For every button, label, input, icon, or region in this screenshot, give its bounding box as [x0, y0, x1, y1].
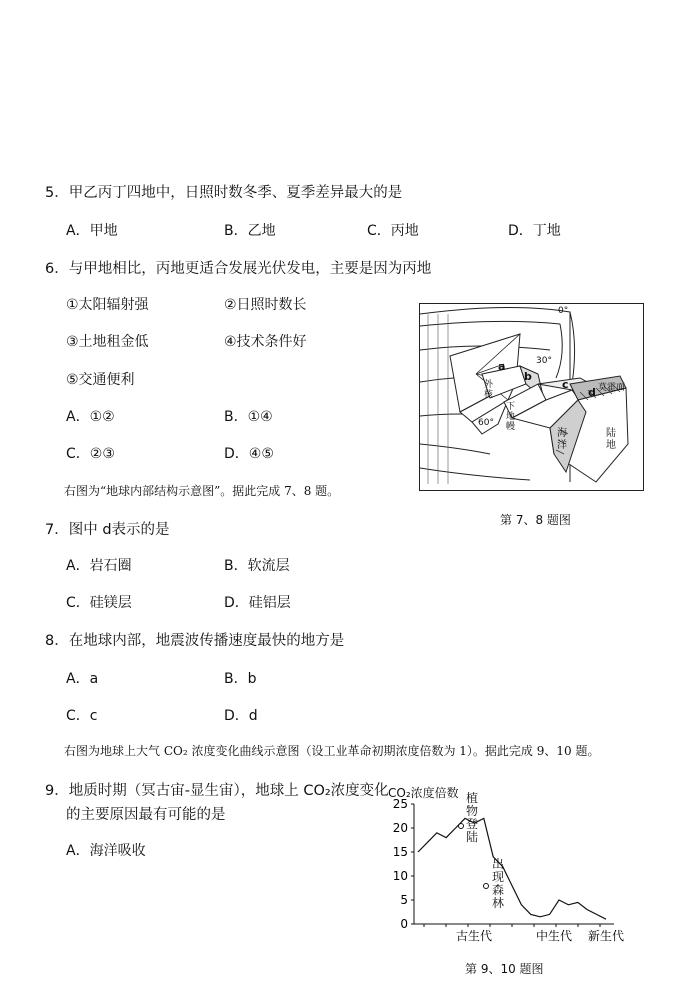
y-tick-label: 5 [400, 893, 408, 907]
figure-9-10-caption: 第 9、10 题图 [465, 962, 544, 976]
co2-series-line [418, 818, 606, 919]
earth-interior-figure [419, 303, 644, 491]
annotation-forest: 出现森林 [492, 857, 505, 910]
label-a: a [498, 360, 506, 373]
q6-item-1: ①太阳辐射强 [66, 297, 149, 313]
label-60-degree: 60° [478, 418, 494, 428]
q5-option-b: B．乙地 [224, 223, 276, 239]
q8-option-a: A．a [66, 671, 99, 687]
q8-option-b: B．b [224, 671, 257, 687]
q6-stem: 6．与甲地相比，丙地更适合发展光伏发电，主要是因为丙地 [45, 261, 432, 277]
label-moho: 莫霍面 [598, 383, 626, 393]
q6-item-3: ③土地租金低 [66, 334, 149, 350]
note-9-10: 右图为地球上大气 CO₂ 浓度变化曲线示意图（设工业革命初期浓度倍数为 1）。据此完成 9、10 题。 [64, 744, 600, 758]
q6-option-a: A．①② [66, 409, 115, 425]
label-outer-core: 外核 [484, 380, 494, 400]
label-0-degree: 0° [558, 306, 569, 316]
q5-option-d: D．丁地 [508, 223, 561, 239]
q8-option-d: D．d [224, 708, 258, 724]
co2-chart-svg [384, 784, 644, 954]
y-tick-label: 15 [392, 845, 408, 859]
y-tick-label: 25 [392, 797, 408, 811]
x-tick-label: 古生代 [455, 929, 493, 943]
q6-option-c: C．②③ [66, 446, 115, 462]
label-c: c [562, 378, 569, 391]
earth-interior-diagram [420, 304, 643, 490]
q6-option-d: D．④⑤ [224, 446, 274, 462]
annotation-plant-land: 植物登陆 [466, 791, 479, 844]
y-tick-label: 10 [392, 869, 408, 883]
figure-7-8-caption: 第 7、8 题图 [500, 513, 571, 527]
y-tick-label: 20 [392, 821, 408, 835]
x-tick-label: 新生代 [587, 929, 625, 943]
q9-option-a: A．海洋吸收 [66, 843, 146, 859]
q7-option-d: D．硅铝层 [224, 595, 291, 611]
q6-item-2: ②日照时数长 [224, 297, 307, 313]
marker-plant-land [459, 824, 464, 829]
label-b: b [524, 370, 532, 383]
q5-option-a: A．甲地 [66, 223, 118, 239]
label-lower-mantle: 下地幔 [506, 402, 516, 432]
q5-option-c: C．丙地 [367, 223, 419, 239]
q5-stem: 5．甲乙丙丁四地中，日照时数冬季、夏季差异最大的是 [45, 185, 403, 201]
q6-option-b: B．①④ [224, 409, 273, 425]
co2-chart [384, 784, 644, 954]
q6-item-4: ④技术条件好 [224, 334, 307, 350]
x-tick-label: 中生代 [535, 929, 573, 943]
q9-stem-line2: 的主要原因最有可能的是 [66, 807, 226, 823]
y-tick-label: 0 [400, 917, 408, 931]
q6-item-5: ⑤交通便利 [66, 372, 135, 388]
q7-option-a: A．岩石圈 [66, 558, 132, 574]
q7-stem: 7．图中 d表示的是 [45, 522, 170, 538]
q9-stem-line1: 9．地质时期（冥古宙-显生宙），地球上 CO₂浓度变化 [45, 783, 389, 799]
label-ocean: 海洋 [557, 428, 567, 451]
label-30-degree: 30° [536, 356, 552, 366]
q8-stem: 8．在地球内部，地震波传播速度最快的地方是 [45, 633, 345, 649]
label-d: d [588, 386, 596, 399]
q7-option-c: C．硅镁层 [66, 595, 132, 611]
q8-option-c: C．c [66, 708, 98, 724]
note-7-8: 右图为“地球内部结构示意图”。据此完成 7、8 题。 [64, 484, 340, 498]
marker-forest [484, 884, 489, 889]
chart-title: CO₂浓度倍数 [388, 786, 459, 800]
q7-option-b: B．软流层 [224, 558, 290, 574]
label-land: 陆地 [606, 428, 616, 451]
